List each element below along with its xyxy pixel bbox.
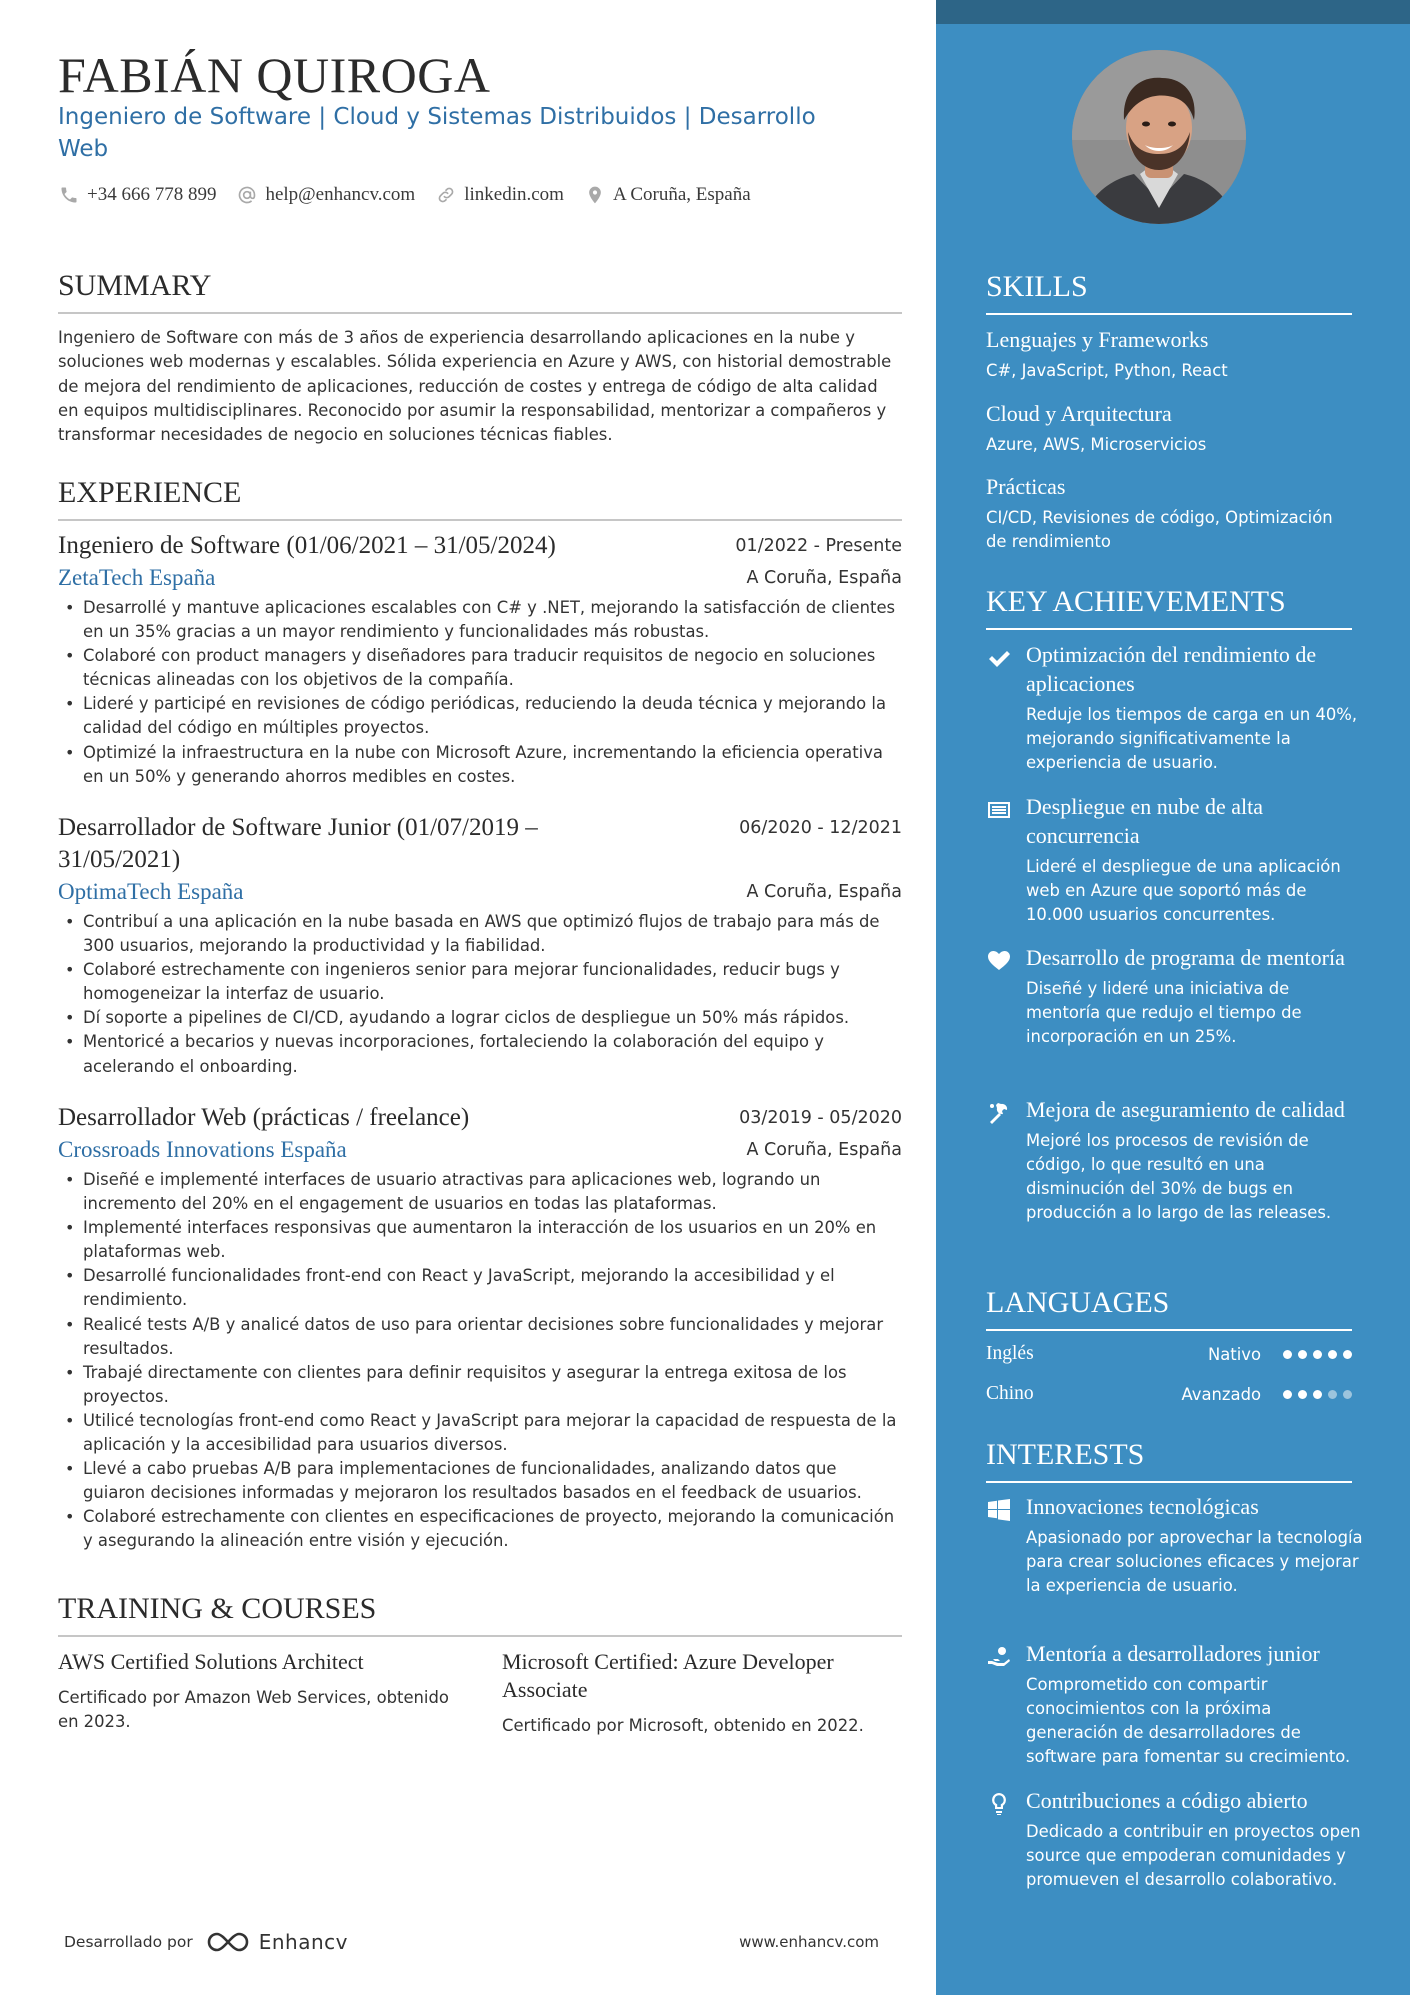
bullet-item: • Lideré y participé en revisiones de código periódicas, reduciendo la deuda técnica y mejorando la calidad del código en múltiples proyectos. (58, 692, 902, 740)
achievement-title: Mejora de aseguramiento de calidad (1026, 1097, 1345, 1122)
language-rating (1283, 1390, 1352, 1399)
contact-phone[interactable] (58, 184, 216, 206)
experience-entry (58, 530, 902, 789)
footer (64, 1925, 879, 1959)
contact-location (584, 184, 751, 206)
rating-dot-empty (1343, 1390, 1352, 1399)
bullet-item: • Implementé interfaces responsivas que aumentaron la interacción de los usuarios en un 20% en plataformas web. (58, 1216, 902, 1264)
skill-group-name: Prácticas (986, 474, 1066, 499)
summary-heading: SUMMARY (58, 268, 902, 314)
job-bullets (58, 910, 902, 1079)
phone-icon (58, 184, 80, 206)
footer-credit (64, 1929, 348, 1955)
headline: Ingeniero de Software | Cloud y Sistemas Distribuidos | Desarrollo Web (58, 104, 816, 162)
job-dates: 01/2022 - Presente (735, 536, 902, 556)
enhancv-logo[interactable] (205, 1929, 348, 1955)
bullet-item: • Utilicé tecnologías front-end como React y JavaScript para mejorar la capacidad de respuesta de la aplicación y la accesibilidad para usuarios diversos. (58, 1409, 902, 1457)
experience-entry (58, 1102, 902, 1554)
interest-item (986, 1639, 1366, 1769)
course-description: Certificado por Amazon Web Services, obtenido en 2023. (58, 1688, 449, 1731)
course-item (502, 1648, 902, 1738)
bullet-item: • Diseñé e implementé interfaces de usuario atractivas para aplicaciones web, logrando un incremento del 20% en el engagement de usuarios en todas las plataformas. (58, 1168, 902, 1216)
contact-linkedin[interactable] (435, 184, 564, 206)
bullet-item: • Trabajé directamente con clientes para definir requisitos y asegurar la entrega exitosa de los proyectos. (58, 1361, 902, 1409)
rating-dot-filled (1313, 1350, 1322, 1359)
contact-email[interactable] (236, 184, 415, 206)
course-title: AWS Certified Solutions Architect (58, 1649, 364, 1674)
rating-dot-empty (1328, 1390, 1337, 1399)
achievement-description: Mejoré los procesos de revisión de código, lo que resultó en una disminución del 30% de bugs en producción a lo largo de las releases. (1026, 1131, 1332, 1222)
courses-grid (58, 1648, 902, 1738)
skill-group-items: CI/CD, Revisiones de código, Optimización de rendimiento (986, 508, 1333, 551)
interest-item (986, 1492, 1366, 1598)
bullet-item: • Contribuí a una aplicación en la nube basada en AWS que optimizó flujos de trabajo para más de 300 usuarios, mejorando la productividad y la fiabilidad. (58, 910, 902, 958)
rating-dot-filled (1283, 1350, 1292, 1359)
rating-dot-filled (1298, 1390, 1307, 1399)
achievements-heading: KEY ACHIEVEMENTS (986, 584, 1352, 630)
job-title: Desarrollador de Software Junior (01/07/2019 – 31/05/2021) (58, 814, 538, 873)
skill-group-name: Cloud y Arquitectura (986, 401, 1172, 426)
language-row (986, 1339, 1352, 1369)
interest-item (986, 1786, 1366, 1892)
rating-dot-filled (1283, 1390, 1292, 1399)
course-title: Microsoft Certified: Azure Developer Associate (502, 1649, 834, 1702)
contact-bar (58, 181, 751, 209)
summary-text: Ingeniero de Software con más de 3 años de experiencia desarrollando aplicaciones en la nube y soluciones web modernas y escalables. Sólida experiencia en Azure y AWS, con historial demostrable de mejora del rendimiento de aplicaciones, reducción de costes y entrega de código de alta calidad en equipos multidisciplinares. Reconocido por asumir la responsabilidad, mentorizar a compañeros y transformar necesidades de negocio en soluciones técnicas fiables. (58, 328, 892, 445)
bullet-item: • Optimizé la infraestructura en la nube con Microsoft Azure, incrementando la eficiencia operativa en un 50% y generando ahorros medibles en costes. (58, 741, 902, 789)
achievement-description: Diseñé y lideré una iniciativa de mentoría que redujo el tiempo de incorporación en un 25%. (1026, 979, 1302, 1046)
footer-url[interactable]: www.enhancv.com (739, 1933, 879, 1951)
brand-name: Enhancv (258, 1930, 348, 1954)
tools-icon (986, 1095, 1012, 1225)
interest-description: Apasionado por aprovechar la tecnología para crear soluciones eficaces y mejorar la experiencia de usuario. (1026, 1528, 1363, 1595)
bullet-item: • Llevé a cabo pruebas A/B para implementaciones de funcionalidades, analizando datos que guiaron decisiones informadas y mejoraron los resultados basados en el feedback de usuarios. (58, 1457, 902, 1505)
language-level: Avanzado (1181, 1384, 1261, 1404)
candidate-name: FABIÁN QUIROGA (58, 47, 491, 103)
course-item (58, 1648, 458, 1738)
enhancv-logo-icon (205, 1929, 251, 1955)
interest-description: Dedicado a contribuir en proyectos open source que empoderan comunidades y promueven el desarrollo colaborativo. (1026, 1822, 1361, 1889)
language-name: Inglés (986, 1343, 1034, 1364)
skills-heading: SKILLS (986, 269, 1352, 315)
achievement-item (986, 792, 1366, 927)
job-location: A Coruña, España (746, 568, 902, 588)
job-bullets (58, 1168, 902, 1554)
achievement-description: Reduje los tiempos de carga en un 40%, mejorando significativamente la experiencia de usuario. (1026, 705, 1358, 772)
job-location: A Coruña, España (746, 1140, 902, 1160)
location-pin-icon (584, 184, 606, 206)
checkmark-icon (986, 640, 1012, 775)
bullet-item: • Desarrollé y mantuve aplicaciones escalables con C# y .NET, mejorando la satisfacción de clientes en un 35% gracias a un mayor rendimiento y funcionalidades más robustas. (58, 596, 902, 644)
training-heading: TRAINING & COURSES (58, 1591, 902, 1637)
achievement-item (986, 1095, 1366, 1225)
bullet-item: • Desarrollé funcionalidades front-end con React y JavaScript, mejorando la accesibilidad y el rendimiento. (58, 1264, 902, 1312)
experience-entry (58, 812, 902, 1079)
achievement-title: Desarrollo de programa de mentoría (1026, 945, 1345, 970)
bullet-item: • Colaboré estrechamente con clientes en especificaciones de proyecto, mejorando la comunicación y asegurando la alineación entre visión y ejecución. (58, 1505, 902, 1553)
profile-photo (1072, 50, 1246, 224)
bullet-item: • Colaboré con product managers y diseñadores para traducir requisitos de negocio en soluciones técnicas alineadas con los objetivos de la compañía. (58, 644, 902, 692)
sidebar-top-band (936, 0, 1410, 24)
windows-icon (986, 1492, 1012, 1598)
skill-group (986, 399, 1356, 457)
interests-heading: INTERESTS (986, 1437, 1352, 1483)
rating-dot-filled (1313, 1390, 1322, 1399)
rating-dot-filled (1328, 1350, 1337, 1359)
job-location: A Coruña, España (746, 882, 902, 902)
job-company: ZetaTech España (58, 565, 216, 590)
achievement-title: Despliegue en nube de alta concurrencia (1026, 794, 1264, 848)
helping-hand-icon (986, 1639, 1012, 1769)
interest-title: Innovaciones tecnológicas (1026, 1494, 1259, 1519)
skill-group-name: Lenguajes y Frameworks (986, 327, 1209, 352)
job-title: Ingeniero de Software (01/06/2021 – 31/05/2024) (58, 532, 556, 559)
avatar (1072, 50, 1246, 224)
rating-dot-filled (1343, 1350, 1352, 1359)
email-text: help@enhancv.com (265, 184, 416, 205)
bullet-item: • Realicé tests A/B y analicé datos de uso para orientar decisiones sobre funcionalidades y mejorar resultados. (58, 1313, 902, 1361)
bullet-item: • Colaboré estrechamente con ingenieros senior para mejorar funcionalidades, reducir bugs y homogeneizar la interfaz de usuario. (58, 958, 902, 1006)
link-icon (435, 184, 457, 206)
achievement-item (986, 943, 1366, 1049)
achievement-title: Optimización del rendimiento de aplicaciones (1026, 642, 1317, 696)
skill-group-items: Azure, AWS, Microservicios (986, 435, 1207, 454)
course-description: Certificado por Microsoft, obtenido en 2022. (502, 1716, 864, 1735)
bullet-item: • Mentoricé a becarios y nuevas incorporaciones, fortaleciendo la colaboración del equipo y acelerando el onboarding. (58, 1030, 902, 1078)
language-name: Chino (986, 1383, 1034, 1404)
job-company: OptimaTech España (58, 879, 244, 904)
achievement-description: Lideré el despliegue de una aplicación web en Azure que soportó más de 10.000 usuarios concurrentes. (1026, 857, 1341, 924)
job-company: Crossroads Innovations España (58, 1137, 347, 1162)
skill-group (986, 325, 1356, 383)
skill-group (986, 472, 1356, 554)
language-rating (1283, 1350, 1352, 1359)
interest-title: Contribuciones a código abierto (1026, 1788, 1308, 1813)
location-text: A Coruña, España (612, 184, 751, 205)
languages-heading: LANGUAGES (986, 1285, 1352, 1331)
interest-title: Mentoría a desarrolladores junior (1026, 1641, 1320, 1666)
sidebar (936, 0, 1410, 1995)
achievement-item (986, 640, 1366, 775)
linkedin-text: linkedin.com (464, 184, 564, 205)
language-row (986, 1379, 1352, 1409)
experience-heading: EXPERIENCE (58, 475, 902, 521)
language-level: Nativo (1207, 1344, 1261, 1364)
bullet-item: • Dí soporte a pipelines de CI/CD, ayudando a lograr ciclos de despliegue un 50% más rápidos. (58, 1006, 902, 1030)
job-title: Desarrollador Web (prácticas / freelance) (58, 1104, 470, 1131)
phone-text: +34 666 778 899 (87, 184, 217, 205)
rating-dot-filled (1298, 1350, 1307, 1359)
skill-group-items: C#, JavaScript, Python, React (986, 361, 1228, 380)
at-icon (236, 184, 258, 206)
job-dates: 03/2019 - 05/2020 (739, 1108, 902, 1128)
interest-description: Comprometido con compartir conocimientos con la próxima generación de desarrolladores de software para fomentar su crecimiento. (1026, 1675, 1351, 1766)
job-dates: 06/2020 - 12/2021 (739, 818, 902, 838)
heart-icon (986, 943, 1012, 1049)
job-bullets (58, 596, 902, 789)
powered-by-text: Desarrollado por (64, 1933, 193, 1951)
lightbulb-icon (986, 1786, 1012, 1892)
list-card-icon (986, 792, 1012, 927)
